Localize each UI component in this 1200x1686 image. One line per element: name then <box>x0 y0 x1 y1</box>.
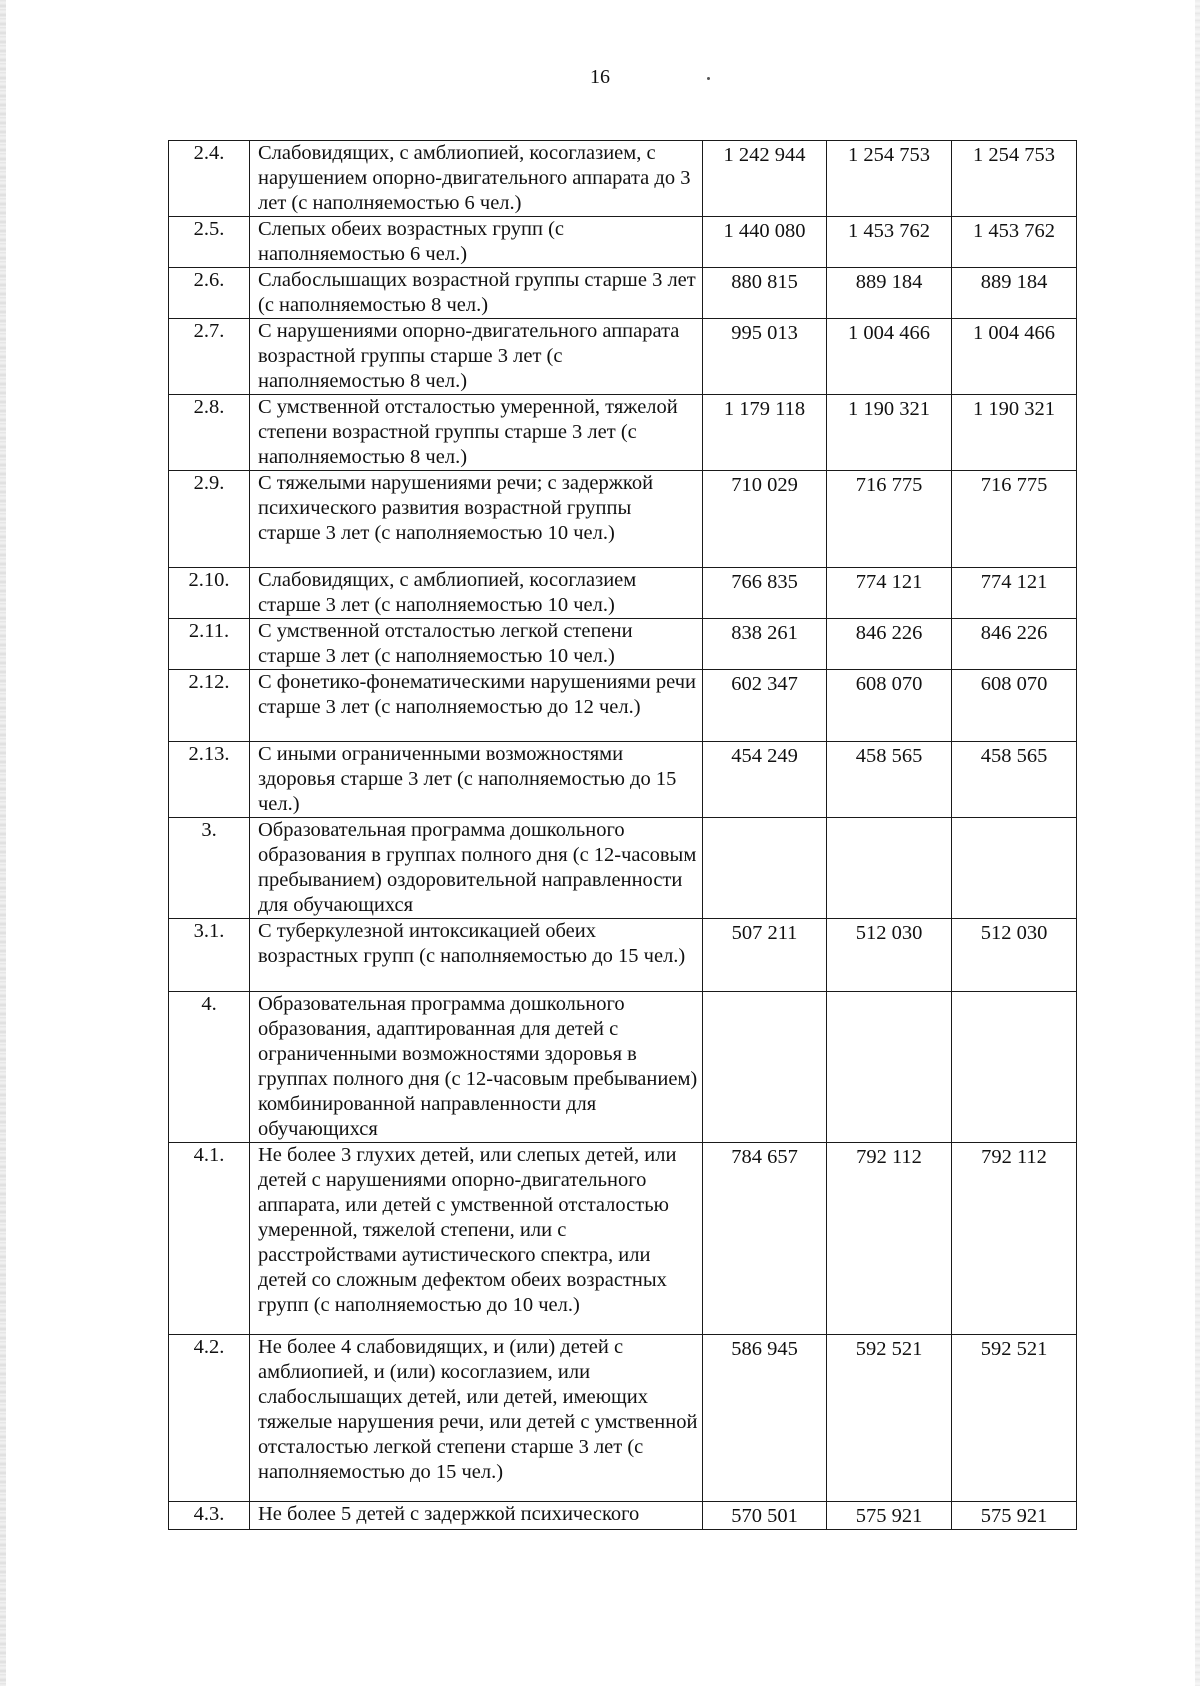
table-row <box>169 1143 1077 1335</box>
row-value-3 <box>952 992 1077 1143</box>
row-description: Образовательная программа дошкольного образования в группах полного дня (с 12-часовым пребыванием) оздоровительной направленности для обучающихся <box>250 818 703 919</box>
row-value-2: 716 775 <box>827 471 952 568</box>
row-value-2: 512 030 <box>827 919 952 992</box>
table-row <box>169 268 1077 319</box>
row-value-3: 1 453 762 <box>952 217 1077 268</box>
row-value-1: 1 179 118 <box>703 395 827 471</box>
table-row <box>169 319 1077 395</box>
row-value-3: 1 254 753 <box>952 141 1077 217</box>
row-value-1: 586 945 <box>703 1335 827 1502</box>
table-body <box>169 141 1077 1530</box>
row-value-2: 1 453 762 <box>827 217 952 268</box>
row-value-2: 774 121 <box>827 568 952 619</box>
table-row <box>169 619 1077 670</box>
row-number: 3.1. <box>169 919 250 992</box>
row-value-3: 1 190 321 <box>952 395 1077 471</box>
page-number: 16 <box>590 66 610 88</box>
row-value-1: 880 815 <box>703 268 827 319</box>
row-value-2: 575 921 <box>827 1502 952 1530</box>
row-number: 2.13. <box>169 742 250 818</box>
row-value-3: 512 030 <box>952 919 1077 992</box>
table-row <box>169 1502 1077 1530</box>
row-value-3: 716 775 <box>952 471 1077 568</box>
table-row <box>169 471 1077 568</box>
row-description: С фонетико-фонематическими нарушениями речи старше 3 лет (с наполняемостью до 12 чел.) <box>250 670 703 742</box>
row-description: Не более 5 детей с задержкой психического <box>250 1502 703 1530</box>
table-row <box>169 395 1077 471</box>
row-value-1: 602 347 <box>703 670 827 742</box>
row-value-2: 1 254 753 <box>827 141 952 217</box>
scan-edge-left <box>0 0 6 1686</box>
row-description: Слабовидящих, с амблиопией, косоглазием, с нарушением опорно-двигательного аппарата до 3 лет (с наполняемостью 6 чел.) <box>250 141 703 217</box>
table-row <box>169 992 1077 1143</box>
row-description: Не более 3 глухих детей, или слепых детей, или детей с нарушениями опорно-двигательного аппарата, или детей с умственной отсталостью умеренной, тяжелой степени, или с расстройствами аутистического спектра, или детей со сложным дефектом обеих возрастных групп (с наполняемостью до 10 чел.) <box>250 1143 703 1335</box>
row-value-1: 454 249 <box>703 742 827 818</box>
row-value-1 <box>703 992 827 1143</box>
row-number: 2.8. <box>169 395 250 471</box>
row-number: 2.9. <box>169 471 250 568</box>
row-value-3: 608 070 <box>952 670 1077 742</box>
row-description: С умственной отсталостью умеренной, тяжелой степени возрастной группы старше 3 лет (с наполняемостью 8 чел.) <box>250 395 703 471</box>
row-number: 3. <box>169 818 250 919</box>
row-value-1: 1 440 080 <box>703 217 827 268</box>
row-value-2: 608 070 <box>827 670 952 742</box>
row-number: 4.2. <box>169 1335 250 1502</box>
row-value-2: 889 184 <box>827 268 952 319</box>
row-number: 2.10. <box>169 568 250 619</box>
row-value-3: 889 184 <box>952 268 1077 319</box>
row-description: Образовательная программа дошкольного образования, адаптированная для детей с ограниченными возможностями здоровья в группах полного дня (с 12-часовым пребыванием) комбинированной направленности для обучающихся <box>250 992 703 1143</box>
table-row <box>169 818 1077 919</box>
row-value-2: 1 004 466 <box>827 319 952 395</box>
row-description: С иными ограниченными возможностями здоровья старше 3 лет (с наполняемостью до 15 чел.) <box>250 742 703 818</box>
tariff-table <box>168 140 1077 1530</box>
row-number: 2.12. <box>169 670 250 742</box>
row-description: С умственной отсталостью легкой степени старше 3 лет (с наполняемостью 10 чел.) <box>250 619 703 670</box>
row-description: С нарушениями опорно-двигательного аппарата возрастной группы старше 3 лет (с наполняемостью 8 чел.) <box>250 319 703 395</box>
row-number: 2.6. <box>169 268 250 319</box>
row-value-1: 570 501 <box>703 1502 827 1530</box>
row-value-2: 792 112 <box>827 1143 952 1335</box>
row-value-3: 458 565 <box>952 742 1077 818</box>
row-value-2 <box>827 818 952 919</box>
row-value-3: 774 121 <box>952 568 1077 619</box>
row-value-1: 995 013 <box>703 319 827 395</box>
row-value-2: 1 190 321 <box>827 395 952 471</box>
row-description: С туберкулезной интоксикацией обеих возрастных групп (с наполняемостью до 15 чел.) <box>250 919 703 992</box>
table-row <box>169 217 1077 268</box>
row-value-1: 766 835 <box>703 568 827 619</box>
row-value-2: 592 521 <box>827 1335 952 1502</box>
row-value-3: 592 521 <box>952 1335 1077 1502</box>
table-row <box>169 919 1077 992</box>
row-number: 4.3. <box>169 1502 250 1530</box>
scan-speck <box>707 77 710 80</box>
table-row <box>169 568 1077 619</box>
row-description: Слепых обеих возрастных групп (с наполняемостью 6 чел.) <box>250 217 703 268</box>
row-value-3: 1 004 466 <box>952 319 1077 395</box>
row-value-2: 458 565 <box>827 742 952 818</box>
row-number: 4.1. <box>169 1143 250 1335</box>
row-value-3 <box>952 818 1077 919</box>
row-number: 2.4. <box>169 141 250 217</box>
table-row <box>169 742 1077 818</box>
row-description: С тяжелыми нарушениями речи; с задержкой психического развития возрастной группы старше 3 лет (с наполняемостью 10 чел.) <box>250 471 703 568</box>
row-value-1 <box>703 818 827 919</box>
row-value-1: 710 029 <box>703 471 827 568</box>
row-value-3: 575 921 <box>952 1502 1077 1530</box>
table-row <box>169 1335 1077 1502</box>
row-value-1: 784 657 <box>703 1143 827 1335</box>
row-description: Слабовидящих, с амблиопией, косоглазием старше 3 лет (с наполняемостью 10 чел.) <box>250 568 703 619</box>
row-number: 4. <box>169 992 250 1143</box>
row-value-1: 838 261 <box>703 619 827 670</box>
table-row <box>169 670 1077 742</box>
row-value-2 <box>827 992 952 1143</box>
row-value-1: 1 242 944 <box>703 141 827 217</box>
row-number: 2.7. <box>169 319 250 395</box>
scan-edge-right <box>1195 0 1200 1686</box>
row-description: Не более 4 слабовидящих, и (или) детей с амблиопией, и (или) косоглазием, или слабослышащих детей, или детей, имеющих тяжелые нарушения речи, или детей с умственной отсталостью легкой степени старше 3 лет (с наполняемостью до 15 чел.) <box>250 1335 703 1502</box>
row-value-3: 846 226 <box>952 619 1077 670</box>
row-description: Слабослышащих возрастной группы старше 3 лет (с наполняемостью 8 чел.) <box>250 268 703 319</box>
row-number: 2.5. <box>169 217 250 268</box>
row-value-1: 507 211 <box>703 919 827 992</box>
row-number: 2.11. <box>169 619 250 670</box>
row-value-2: 846 226 <box>827 619 952 670</box>
row-value-3: 792 112 <box>952 1143 1077 1335</box>
table-row <box>169 141 1077 217</box>
